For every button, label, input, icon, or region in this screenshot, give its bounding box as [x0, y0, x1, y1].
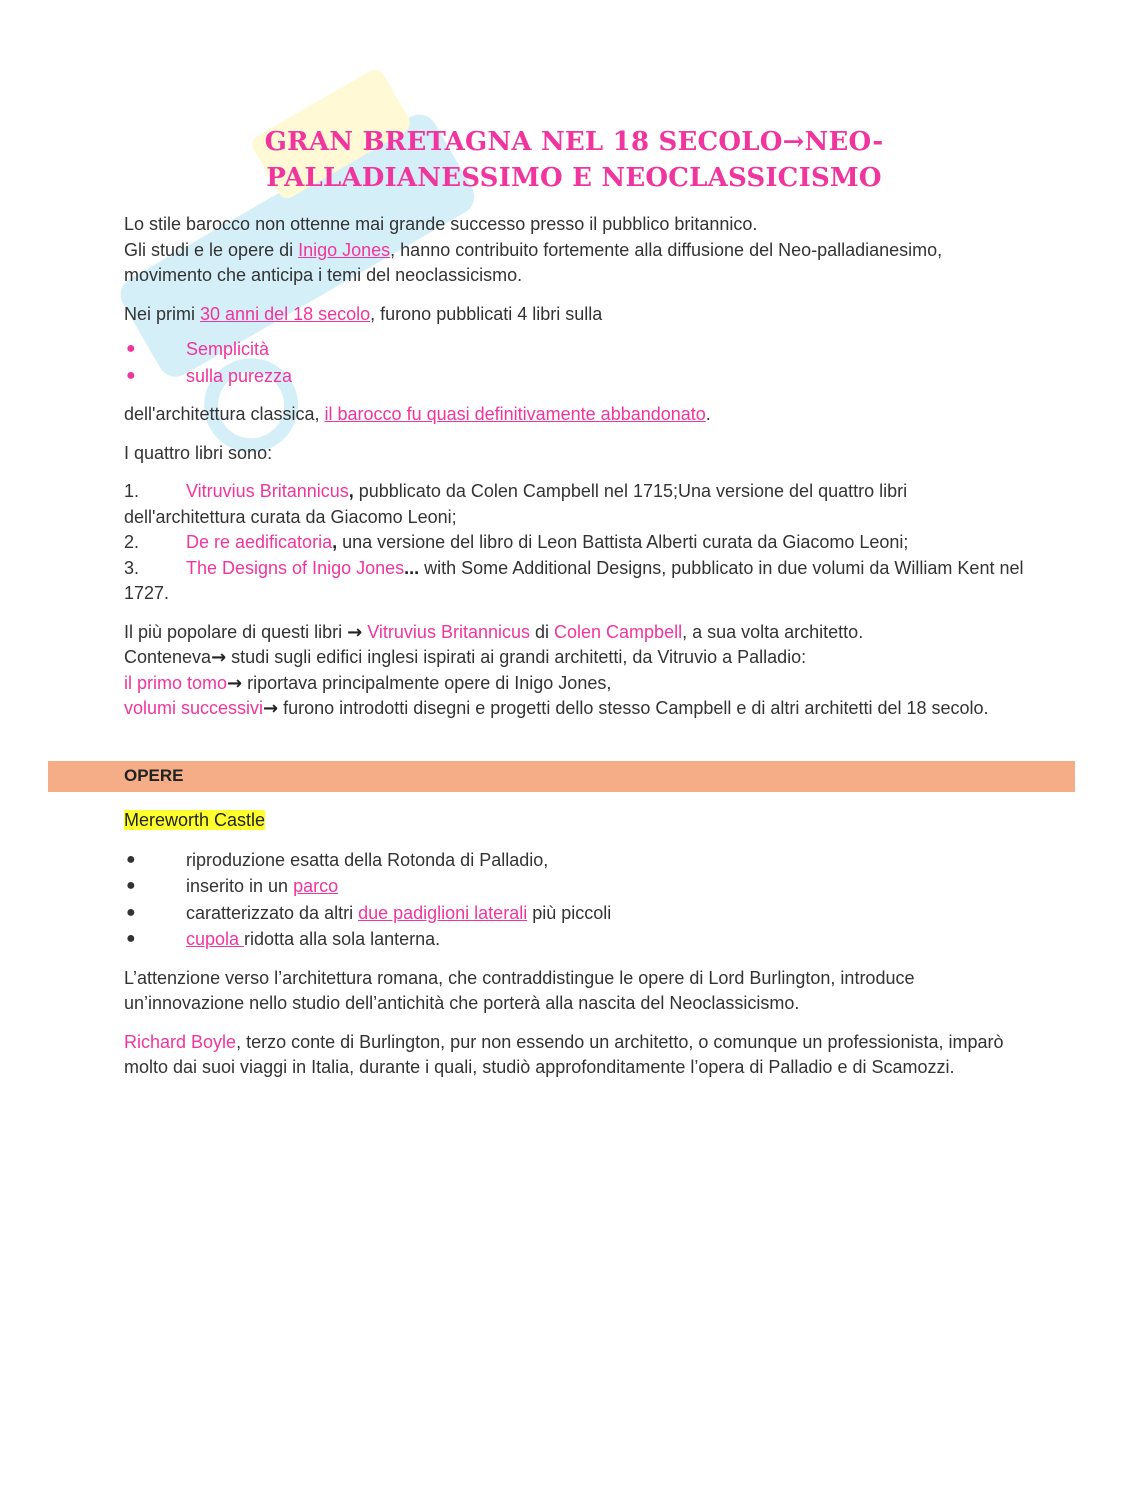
- bullet-icon: ●: [126, 366, 136, 384]
- arrow-right-icon: →: [347, 621, 363, 643]
- list-item: ● riproduzione esatta della Rotonda di Palladio,: [124, 847, 1024, 874]
- richard-boyle-paragraph: Richard Boyle, terzo conte di Burlington, pur non essendo un architetto, o comunque un professionista, imparò molto dai suoi viaggi in Italia, durante i quali, studiò approfonditamente l’opera di Palladio e di Scamozzi.: [124, 1031, 1004, 1077]
- bullet-icon: ●: [126, 340, 136, 357]
- bullet-list-castle: [124, 847, 1024, 953]
- bullet-icon: ●: [126, 930, 136, 947]
- list-item: 2. De re aedificatoria, una versione del libro di Leon Battista Alberti curata da Giacomo Leoni;: [124, 532, 909, 552]
- line: il primo tomo→ riportava principalmente opere di Inigo Jones,: [124, 672, 612, 694]
- inigo-jones-link[interactable]: Inigo Jones: [298, 239, 391, 260]
- bullet-icon: ●: [126, 877, 136, 894]
- section-header-band: [48, 761, 1075, 792]
- parco-link[interactable]: parco: [293, 876, 339, 896]
- list-item: ● cupola ridotta alla sola lanterna.: [124, 926, 1024, 953]
- list-item: ● inserito in un parco: [124, 873, 1024, 900]
- works-section: [124, 808, 1024, 1081]
- list-item: ● caratterizzato da altri due padiglioni laterali più piccoli: [124, 900, 1024, 927]
- baroque-abandoned-link[interactable]: il barocco fu quasi definitivamente abbandonato: [324, 404, 706, 424]
- arrow-right-icon: →: [227, 672, 243, 694]
- castle-heading: Mereworth Castle: [124, 810, 266, 830]
- baroque-sentence: dell'architettura classica, il barocco fu quasi definitivamente abbandonato.: [124, 404, 711, 424]
- bullet-icon: ●: [126, 903, 136, 921]
- popular-book-paragraph: [124, 620, 1024, 722]
- section-header: OPERE: [124, 766, 184, 785]
- list-item: ● Semplicità: [124, 336, 1024, 363]
- cupola-link[interactable]: cupola: [186, 929, 245, 949]
- line: volumi successivi→ furono introdotti disegni e progetti dello stesso Campbell e di altri architetti del 18 secolo.: [124, 698, 989, 719]
- thirty-years-link[interactable]: 30 anni del 18 secolo: [200, 303, 371, 324]
- page-title: GRAN BRETAGNA NEL 18 SECOLO→NEO-PALLADIANESSIMO E NEOCLASSICISMO: [264, 127, 884, 193]
- padiglioni-link[interactable]: due padiglioni laterali: [358, 902, 528, 923]
- four-books-heading: I quattro libri sono:: [124, 442, 273, 463]
- line: Il più popolare di questi libri → Vitruvius Britannicus di Colen Campbell, a sua volta architetto.: [124, 621, 864, 643]
- document-body: [124, 124, 1024, 722]
- list-item: 1. Vitruvius Britannicus, pubblicato da Colen Campbell nel 1715;Una versione del quattro libri dell'architettura curata da Giacomo Leoni;: [124, 481, 908, 527]
- list-item: ● sulla purezza: [124, 363, 1024, 390]
- line: Conteneva→ studi sugli edifici inglesi ispirati ai grandi architetti, da Vitruvio a Palladio:: [124, 647, 807, 668]
- books-list: [124, 479, 1024, 607]
- bullet-icon: ●: [126, 850, 136, 868]
- intro-line-1: Lo stile barocco non ottenne mai grande successo presso il pubblico britannico.: [124, 214, 758, 234]
- bullet-list-qualities: [124, 336, 1024, 389]
- list-item: 3. The Designs of Inigo Jones... with Some Additional Designs, pubblicato in due volumi da William Kent nel 1727.: [124, 557, 1024, 603]
- arrow-right-icon: →: [211, 647, 227, 668]
- books-intro: Nei primi 30 anni del 18 secolo, furono pubblicati 4 libri sulla: [124, 303, 603, 324]
- roman-architecture-paragraph: L’attenzione verso l’architettura romana, che contraddistingue le opere di Lord Burlington, introduce un’innovazione nello studio dell’antichità che porterà alla nascita del Neoclassicismo.: [124, 967, 915, 1013]
- arrow-right-icon: →: [263, 698, 279, 719]
- intro-line-2: Gli studi e le opere di Inigo Jones, hanno contribuito fortemente alla diffusione del Neo-palladianesimo, movimento che anticipa i temi del neoclassicismo.: [124, 239, 943, 285]
